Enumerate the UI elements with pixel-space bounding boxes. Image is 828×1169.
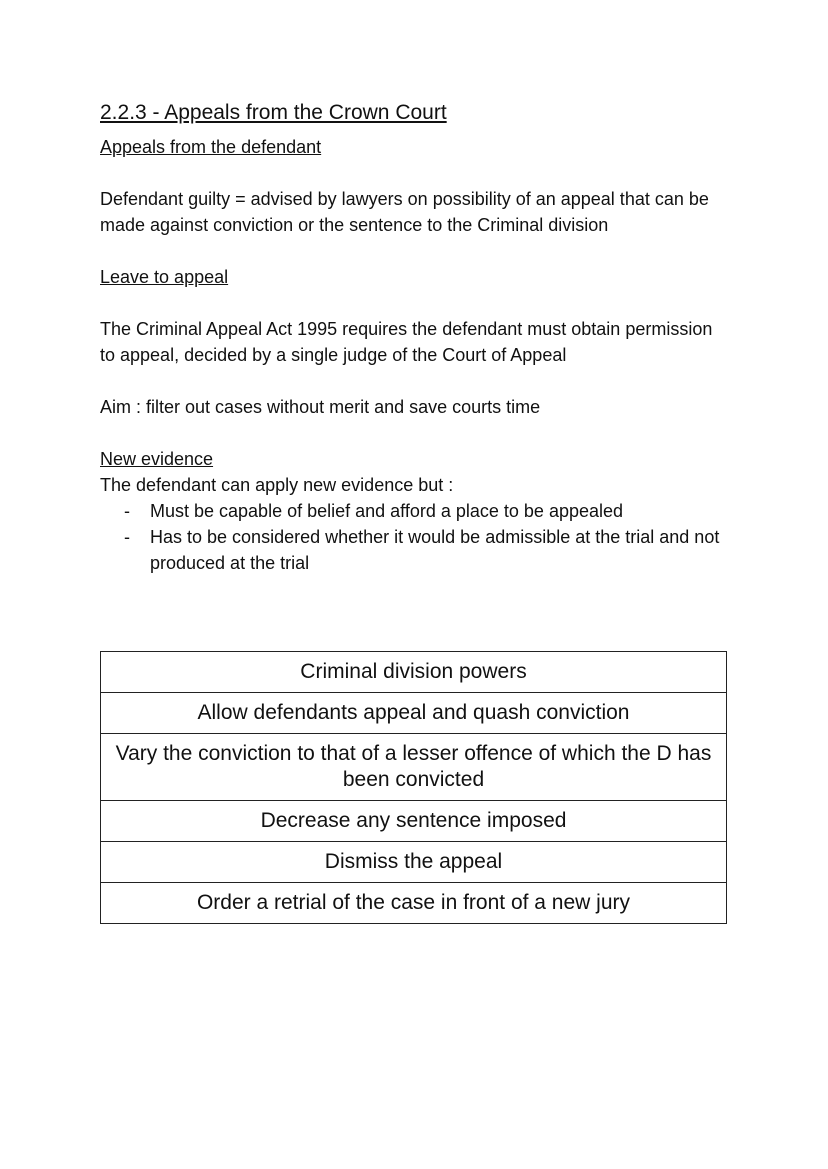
powers-table (100, 651, 727, 924)
spacer (100, 368, 726, 394)
spacer (100, 238, 726, 264)
table-row (101, 842, 727, 883)
spacer (100, 420, 726, 446)
list-item-text: Has to be considered whether it would be admissible at the trial and not produced at the trial (150, 527, 720, 573)
document-body (100, 98, 726, 576)
page-title: 2.2.3 - Appeals from the Crown Court (100, 101, 447, 124)
table-row (101, 883, 727, 924)
table-row (101, 734, 727, 801)
spacer (100, 290, 726, 316)
bullet-dash: - (124, 501, 130, 521)
table-header-cell: Criminal division powers (101, 652, 727, 693)
evidence-paragraph: The defendant can apply new evidence but : (100, 475, 454, 495)
table-cell: Order a retrial of the case in front of a new jury (101, 883, 727, 924)
table-cell: Allow defendants appeal and quash conviction (101, 693, 727, 734)
table-cell: Vary the conviction to that of a lesser offence of which the D has been convicted (101, 734, 727, 801)
table-cell: Decrease any sentence imposed (101, 801, 727, 842)
evidence-heading: New evidence (100, 449, 214, 469)
table-row (101, 801, 727, 842)
list-item-text: Must be capable of belief and afford a place to be appealed (150, 501, 624, 521)
table-cell: Dismiss the appeal (101, 842, 727, 883)
aim-paragraph: Aim : filter out cases without merit and save courts time (100, 397, 541, 417)
leave-heading: Leave to appeal (100, 267, 229, 287)
list-item (100, 498, 726, 524)
bullet-dash: - (124, 527, 130, 547)
table-row (101, 693, 727, 734)
leave-paragraph: The Criminal Appeal Act 1995 requires the defendant must obtain permission to appeal, decided by a single judge of the Court of Appeal (100, 319, 713, 365)
table-header-row (101, 652, 727, 693)
defendant-heading: Appeals from the defendant (100, 137, 322, 157)
evidence-list (100, 498, 726, 576)
list-item (100, 524, 726, 576)
defendant-paragraph: Defendant guilty = advised by lawyers on possibility of an appeal that can be made against conviction or the sentence to the Criminal division (100, 189, 709, 235)
spacer (100, 160, 726, 186)
